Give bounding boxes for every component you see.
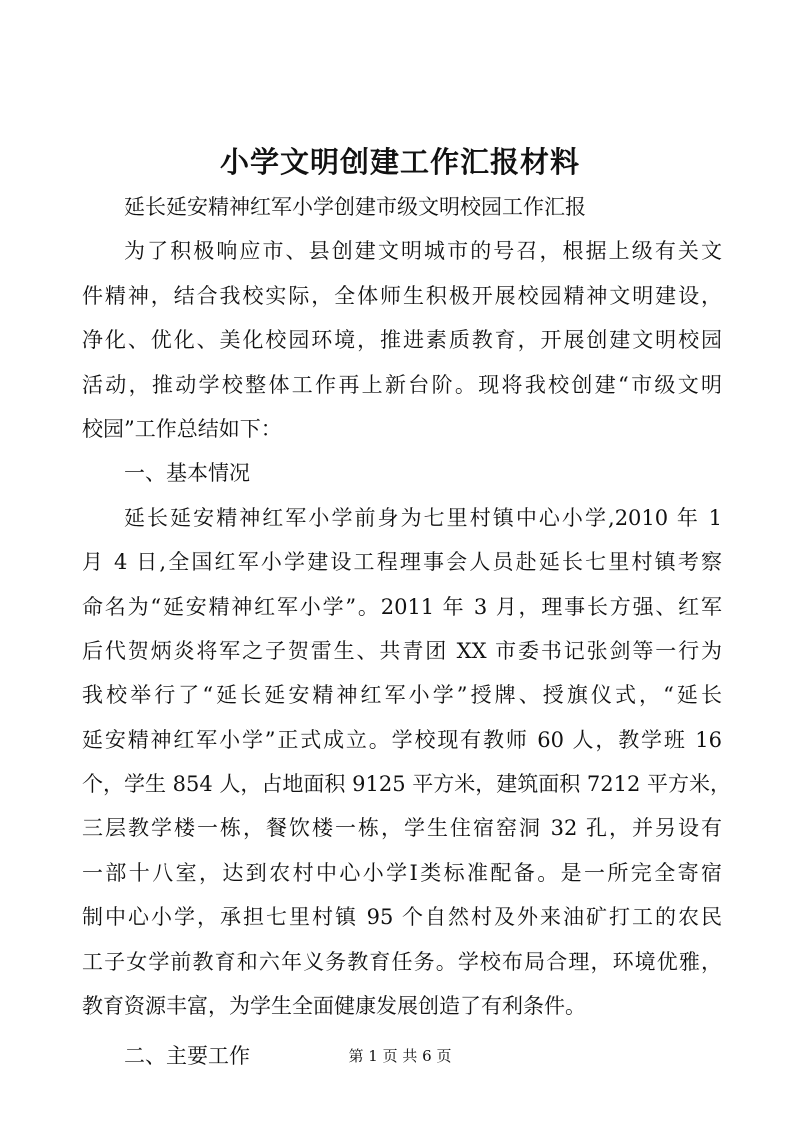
paragraph-line: 制中心小学，承担七里村镇 95 个自然村及外来油矿打工的农民 — [82, 905, 722, 930]
paragraph-line: 延长延安精神红军小学创建市级文明校园工作汇报 — [124, 195, 586, 219]
page-footer: 第 1 页 共 6 页 — [348, 1047, 452, 1065]
document-body — [82, 185, 732, 1079]
paragraph-line: 我校举行了“延长延安精神红军小学”授牌、授旗仪式，“延长 — [82, 683, 722, 708]
paragraph-line: 个，学生 854 人，占地面积 9125 平方米，建筑面积 7212 平方米， — [82, 772, 732, 797]
paragraph-line: 延安精神红军小学”正式成立。学校现有教师 60 人，教学班 16 — [82, 727, 722, 752]
paragraph-line: 件精神，结合我校实际，全体师生积极开展校园精神文明建设， — [82, 283, 722, 308]
paragraph-line: 校园”工作总结如下： — [82, 416, 282, 441]
paragraph-line: 后代贺炳炎将军之子贺雷生、共青团 XX 市委书记张剑等一行为 — [82, 638, 722, 663]
document-title: 小学文明创建工作汇报材料 — [219, 145, 580, 179]
paragraph-line: 三层教学楼一栋，餐饮楼一栋，学生住宿窑洞 32 孔，并另设有 — [82, 816, 722, 841]
paragraph-line: 一部十八室，达到农村中心小学Ⅰ类标准配备。是一所完全寄宿 — [82, 860, 722, 885]
paragraph-line: 教育资源丰富，为学生全面健康发展创造了有利条件。 — [82, 994, 586, 1019]
paragraph-line: 二、主要工作 — [124, 1044, 250, 1069]
paragraph-line: 月 4 日,全国红军小学建设工程理事会人员赴延长七里村镇考察 — [82, 550, 722, 575]
paragraph-line: 一、基本情况 — [124, 461, 250, 486]
paragraph-line: 活动，推动学校整体工作再上新台阶。现将我校创建“市级文明 — [82, 372, 722, 397]
paragraph-line: 净化、优化、美化校园环境，推进素质教育，开展创建文明校园 — [82, 328, 722, 353]
paragraph-line: 为了积极响应市、县创建文明城市的号召，根据上级有关文 — [124, 239, 722, 264]
paragraph-line: 工子女学前教育和六年义务教育任务。学校布局合理，环境优雅， — [82, 949, 722, 974]
paragraph-line: 命名为“延安精神红军小学”。2011 年 3 月，理事长方强、红军 — [82, 594, 722, 619]
paragraph-line: 延长延安精神红军小学前身为七里村镇中心小学,2010 年 1 — [124, 505, 722, 530]
